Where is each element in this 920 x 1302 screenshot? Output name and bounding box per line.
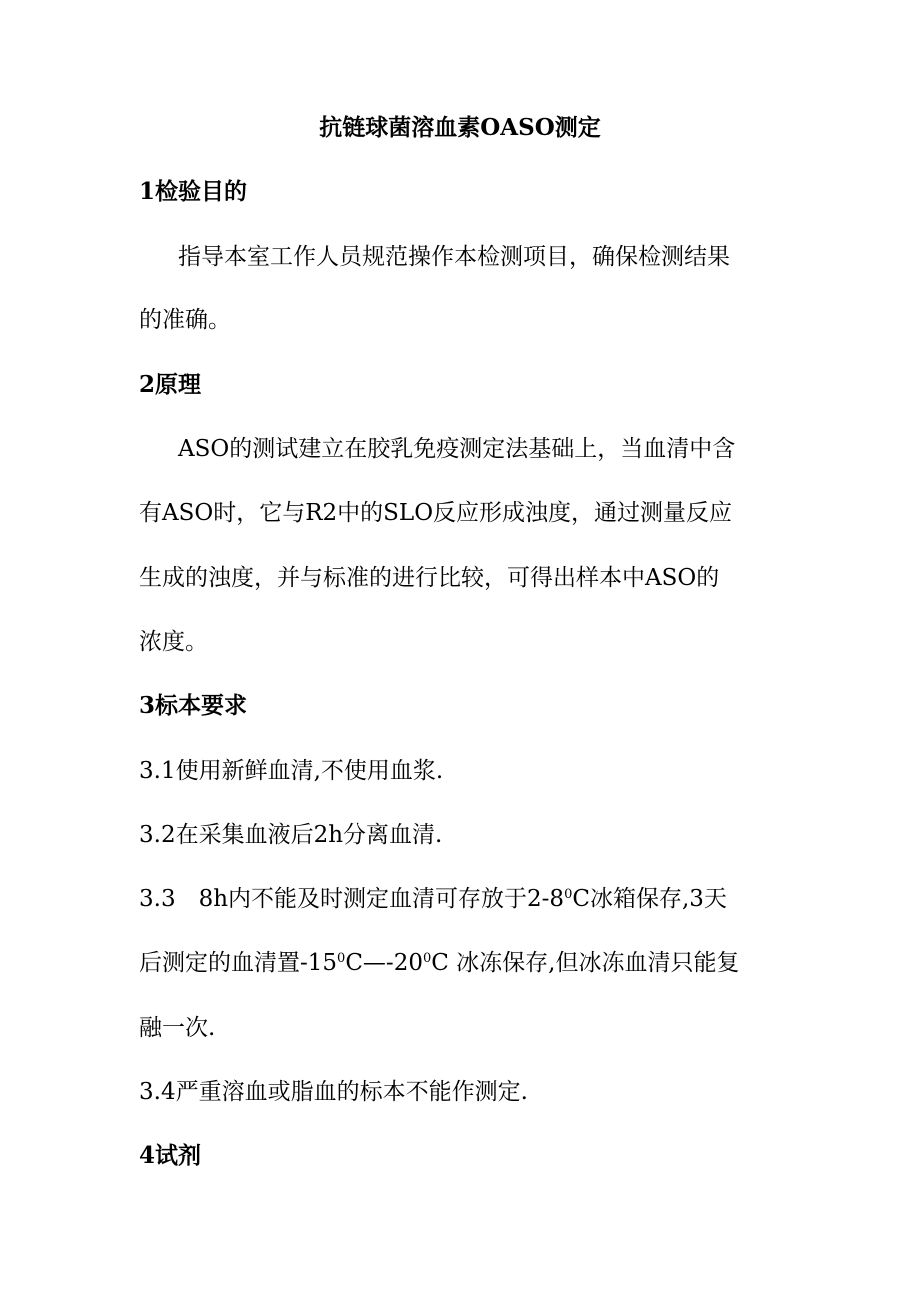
section-heading-specimen: 3标本要求 bbox=[139, 692, 248, 719]
degree-superscript: 0 bbox=[422, 951, 432, 966]
principle-line-1: ASO的测试建立在胶乳免疫测定法基础上，当血清中含 bbox=[178, 436, 736, 462]
specimen-item-3-4: 3.4严重溶血或脂血的标本不能作测定. bbox=[139, 1079, 528, 1105]
item-3-3-text-c: 后测定的血清置-15 bbox=[139, 950, 338, 976]
degree-superscript: 0 bbox=[337, 951, 346, 966]
document-title: 抗链球菌溶血素OASO测定 bbox=[319, 114, 601, 141]
purpose-line-2: 的准确。 bbox=[139, 307, 231, 333]
degree-superscript: 0 bbox=[564, 887, 573, 902]
specimen-item-3-3-line-1 bbox=[139, 883, 727, 915]
item-3-3-text-a: 3.3 8h内不能及时测定血清可存放于2-8 bbox=[139, 886, 565, 912]
section-heading-reagents: 4试剂 bbox=[139, 1142, 202, 1169]
principle-line-4: 浓度。 bbox=[139, 629, 208, 655]
item-3-3-text-b: C冰箱保存,3天 bbox=[572, 886, 727, 912]
section-heading-principle: 2原理 bbox=[139, 371, 202, 398]
item-3-3-text-d: C—-20 bbox=[345, 950, 423, 976]
specimen-item-3-3-line-2 bbox=[139, 947, 739, 979]
specimen-item-3-3-line-3: 融一次. bbox=[139, 1015, 216, 1041]
purpose-line-1: 指导本室工作人员规范操作本检测项目，确保检测结果 bbox=[178, 244, 730, 270]
principle-line-2: 有ASO时，它与R2中的SLO反应形成浊度，通过测量反应 bbox=[139, 500, 733, 526]
item-3-3-text-e: C 冰冻保存,但冰冻血清只能复 bbox=[431, 950, 740, 976]
section-heading-purpose: 1检验目的 bbox=[139, 178, 248, 205]
specimen-item-3-1: 3.1使用新鲜血清,不使用血浆. bbox=[139, 758, 444, 784]
specimen-item-3-2: 3.2在采集血液后2h分离血清. bbox=[139, 822, 443, 848]
principle-line-3: 生成的浊度，并与标准的进行比较，可得出样本中ASO的 bbox=[139, 565, 720, 591]
